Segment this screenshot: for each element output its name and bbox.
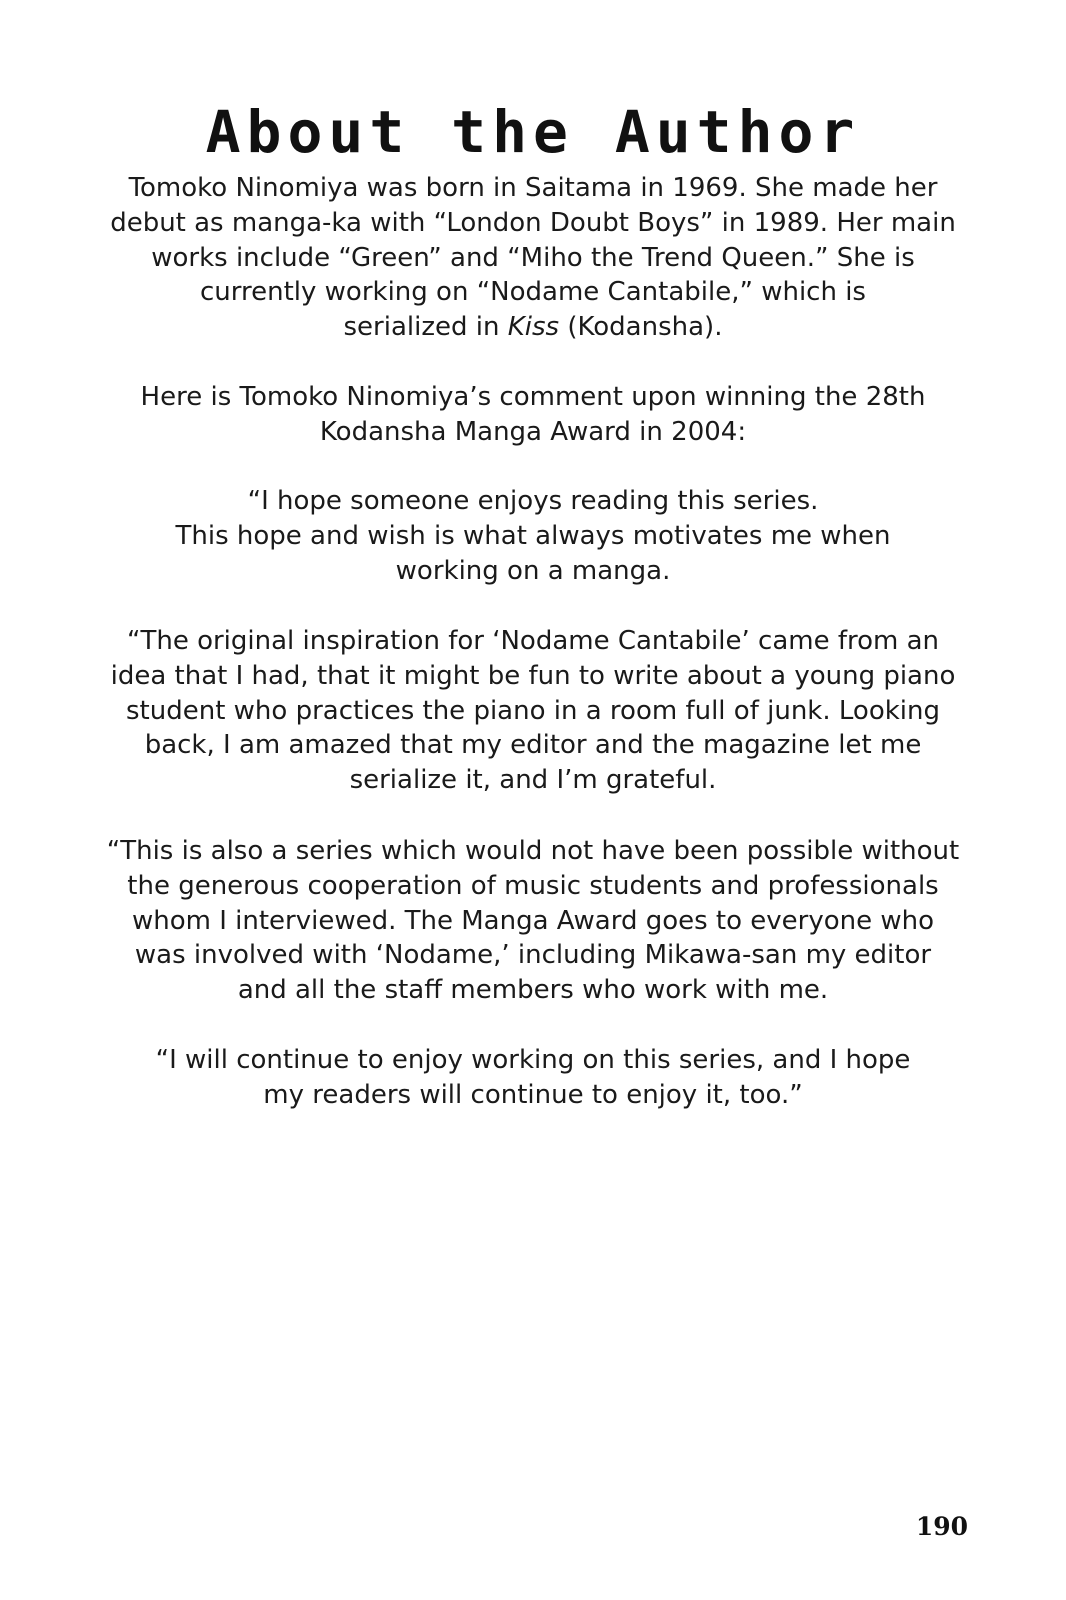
text-line: debut as manga-ka with “London Doubt Boys” in 1989. Her main (110, 207, 956, 238)
text-line: serialize it, and I’m grateful. (349, 765, 717, 796)
text-line: and all the staff members who work with me. (237, 975, 829, 1006)
text-line: idea that I had, that it might be fun to write about a young piano (110, 660, 956, 691)
text-line: “The original inspiration for ‘Nodame Cantabile’ came from an (126, 626, 940, 656)
text-line: my readers will continue to enjoy it, too.” (263, 1079, 803, 1110)
page-title: About the Author (205, 98, 861, 166)
quote-paragraph-1 (95, 484, 971, 588)
text-line: the generous cooperation of music students and professionals (127, 870, 939, 901)
author-bio-paragraph (95, 171, 971, 345)
text-line: was involved with ‘Nodame,’ including Mikawa-san my editor (134, 940, 932, 971)
text-line: back, I am amazed that my editor and the magazine let me (144, 730, 922, 761)
text-line: “This is also a series which would not have been possible without (106, 836, 960, 866)
text-fragment: (Kodansha). (559, 312, 723, 343)
quote-paragraph-4 (95, 1043, 971, 1113)
text-line: “I will continue to enjoy working on this series, and I hope (155, 1045, 911, 1075)
text-line: currently working on “Nodame Cantabile,” which is (200, 277, 866, 308)
text-line (95, 310, 971, 345)
text-line: works include “Green” and “Miho the Trend Queen.” She is (151, 242, 915, 273)
magazine-name: Kiss (507, 312, 560, 343)
text-line: Here is Tomoko Ninomiya’s comment upon winning the 28th (140, 382, 926, 412)
text-line: This hope and wish is what always motivates me when (175, 520, 891, 551)
text-line: whom I interviewed. The Manga Award goes to everyone who (131, 905, 935, 936)
text-line: student who practices the piano in a room full of junk. Looking (126, 695, 940, 726)
text-line: Tomoko Ninomiya was born in Saitama in 1969. She made her (128, 173, 938, 203)
quote-paragraph-2 (95, 624, 971, 798)
quote-paragraph-3 (95, 834, 971, 1008)
text-line: working on a manga. (395, 555, 671, 586)
text-line: “I hope someone enjoys reading this series. (247, 486, 819, 516)
text-line: Kodansha Manga Award in 2004: (319, 416, 747, 447)
page-number: 190 (915, 1512, 968, 1541)
text-fragment: serialized in (343, 312, 508, 343)
award-intro-paragraph (95, 380, 971, 450)
